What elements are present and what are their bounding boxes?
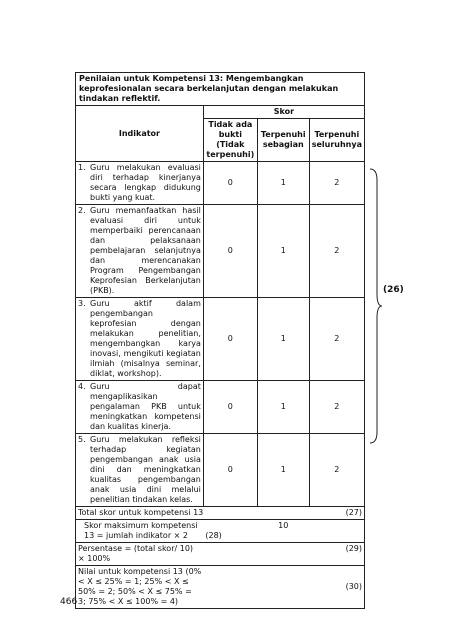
score-0: 0: [203, 205, 257, 298]
percentage-label: Persentase = (total skor/ 10) × 100%: [76, 543, 204, 566]
score-1: 1: [257, 434, 309, 507]
skor-header: Skor: [203, 106, 364, 119]
indicator-row: [76, 162, 365, 205]
score-2: 2: [309, 381, 364, 434]
score-0: 0: [203, 162, 257, 205]
percentage-row: [76, 543, 365, 566]
score-2: 2: [309, 162, 364, 205]
score-2: 2: [309, 205, 364, 298]
page-number: 466: [60, 597, 78, 607]
indicator-row: [76, 434, 365, 507]
score-0: 0: [203, 381, 257, 434]
score-1: 1: [257, 298, 309, 381]
percentage-code: (29): [309, 543, 364, 566]
col-tidak-ada-bukti-header: Tidak ada bukti (Tidak terpenuhi): [203, 119, 257, 162]
total-score-code: (27): [309, 507, 364, 520]
col-terpenuhi-seluruhnya-header: Terpenuhi seluruhnya: [309, 119, 364, 162]
indicator-text: Guru melakukan evaluasi diri terhadap kinerjanya secara lengkap didukung bukti yang kuat.: [90, 163, 201, 202]
score-2: 2: [309, 298, 364, 381]
nilai-code: (30): [309, 566, 364, 609]
score-2: 2: [309, 434, 364, 507]
score-1: 1: [257, 381, 309, 434]
table-title: Penilaian untuk Kompetensi 13: Mengembangkan keprofesionalan secara berkelanjutan dengan melakukan tindakan reflektif.: [76, 73, 365, 106]
competency-rubric-table: [75, 72, 365, 609]
score-0: 0: [203, 298, 257, 381]
nilai-label: Nilai untuk kompetensi 13 (0% < X ≤ 25% = 1; 25% < X ≤ 50% = 2; 50% < X ≤ 75% = 3; 75% < X ≤ 100% = 4): [76, 566, 204, 609]
score-1: 1: [257, 162, 309, 205]
max-score-value: 10: [257, 520, 309, 543]
indicator-row: [76, 205, 365, 298]
score-1: 1: [257, 205, 309, 298]
indicator-text: Guru dapat mengaplikasikan pengalaman PKB untuk meningkatkan kompetensi dan kualitas kinerja.: [90, 382, 201, 431]
indicator-number: 4.: [78, 382, 86, 391]
max-score-row: [76, 520, 365, 543]
header-row: [76, 106, 365, 119]
score-0: 0: [203, 434, 257, 507]
title-row: [76, 73, 365, 106]
indicator-text: Guru aktif dalam pengembangan keprofesian dengan melakukan penelitian, mengembangkan karya inovasi, mengikuti kegiatan ilmiah (misalnya seminar, diklat, workshop).: [90, 299, 201, 378]
indicator-text: Guru memanfaatkan hasil evaluasi diri untuk memperbaiki perencanaan dan pelaksanaan pembelajaran selanjutnya dan merencanakan Program Pengembangan Keprofesian Berkelanjutan (PKB).: [90, 206, 201, 295]
indicator-number: 3.: [78, 299, 86, 308]
indikator-header: Indikator: [76, 106, 204, 162]
indicator-row: [76, 381, 365, 434]
curly-brace-icon: [369, 168, 383, 444]
total-score-label: Total skor untuk kompetensi 13: [76, 507, 310, 520]
indicator-number: 1.: [78, 163, 86, 172]
max-score-code: (28): [203, 520, 257, 543]
indicator-number: 2.: [78, 206, 86, 215]
nilai-row: [76, 566, 365, 609]
total-score-row: [76, 507, 365, 520]
indicator-text: Guru melakukan refleksi terhadap kegiatan pengembangan anak usia dini dan meningkatkan kualitas pengembangan anak usia dini melalui penelitian tindakan kelas.: [90, 435, 201, 504]
col-terpenuhi-sebagian-header: Terpenuhi sebagian: [257, 119, 309, 162]
indicator-number: 5.: [78, 435, 86, 444]
brace-score-code: (26): [383, 285, 404, 295]
max-score-label: Skor maksimum kompetensi 13 = jumlah indikator × 2: [76, 520, 204, 543]
indicator-row: [76, 298, 365, 381]
